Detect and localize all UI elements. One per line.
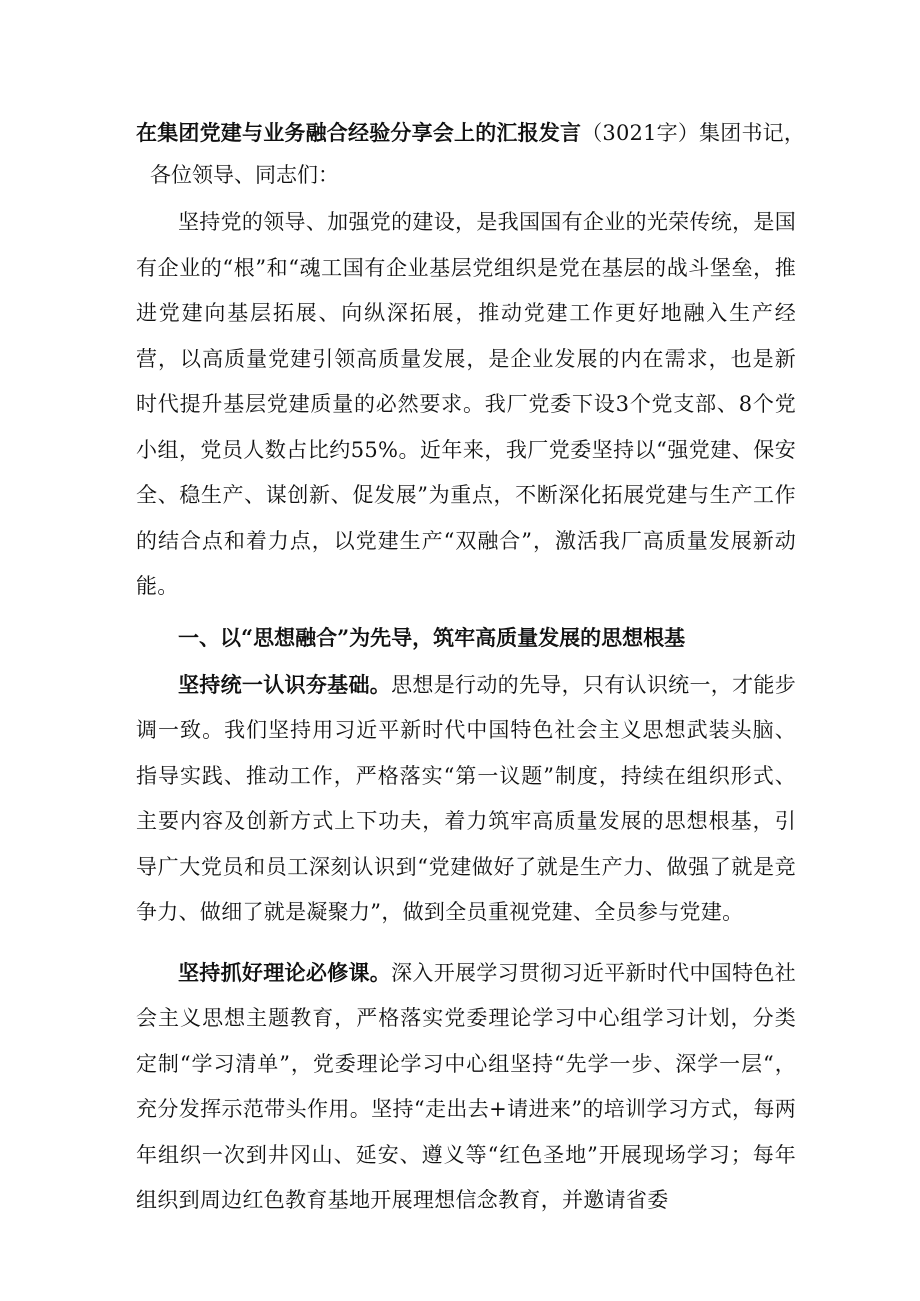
title-suffix: （3021字）集团书记， [581,121,806,145]
document-body [136,112,806,1224]
title-main: 在集团党建与业务融合经验分享会上的汇报发言 [136,120,582,145]
intro-paragraph: 坚持党的领导、加强党的建设，是我国国有企业的光荣传统，是国有企业的“根”和“魂工国有企业基层党组织是党在基层的战斗堡垒，推进党建向基层拓展、向纵深拓展，推动党建工作更好地融入生产经营，以高质量党建引领高质量发展，是企业发展的内在需求，也是新时代提升基层党建质量的必然要求。我厂党委下设3个党支部、8个党小组，党员人数占比约55%。近年来，我厂党委坚持以“强党建、保安全、稳生产、谋创新、促发展”为重点，不断深化拓展党建与生产工作的结合点和着力点，以党建生产“双融合”，激活我厂高质量发展新动能。 [136,210,796,598]
paragraph-lead: 坚持统一认识夯基础。 [178,671,392,697]
paragraph-theory-study [136,950,796,1224]
section-heading: 一、以“思想融合”为先导，筑牢高质量发展的思想根基 [178,624,686,650]
document-title [136,112,806,154]
salutation: 各位领导、同志们： [150,163,339,187]
paragraph-unified-understanding [136,662,796,936]
paragraph-body: 思想是行动的先导，只有认识统一，才能步调一致。我们坚持用习近平新时代中国特色社会主义思想武装头脑、指导实践、推动工作，严格落实“第一议题”制度，持续在组织形式、主要内容及创新方式上下功夫，着力筑牢高质量发展的思想根基，引导广大党员和员工深刻认识到“党建做好了就是生产力、做强了就是竞争力、做细了就是凝聚力”，做到全员重视党建、全员参与党建。 [136,672,796,924]
paragraph-body: 深入开展学习贯彻习近平新时代中国特色社会主义思想主题教育，严格落实党委理论学习中心组学习计划，分类定制“学习清单”，党委理论学习中心组坚持“先学一步、深学一层“，充分发挥示范带头作用。坚持“走出去+请进来”的培训学习方式，每两年组织一次到井冈山、延安、遵义等“红色圣地”开展现场学习；每年组织到周边红色教育基地开展理想信念教育，并邀请省委 [136,960,796,1212]
paragraph-lead: 坚持抓好理论必修课。 [178,959,392,985]
